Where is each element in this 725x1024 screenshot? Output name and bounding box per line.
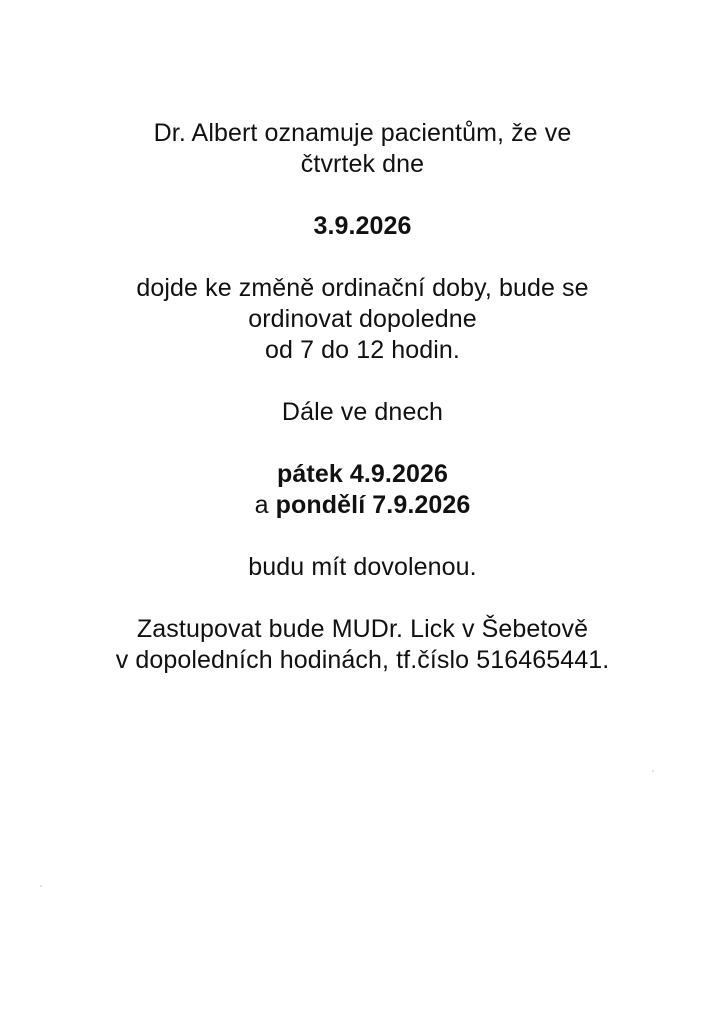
vacation-line: budu mít dovolenou.: [248, 553, 477, 581]
day-monday: pondělí 7.9.2026: [275, 491, 471, 519]
spacer: [0, 583, 725, 614]
days-paragraph: [0, 459, 725, 521]
spacer: [0, 242, 725, 273]
date-paragraph: [0, 211, 725, 242]
spacer: [0, 180, 725, 211]
intro-line-1: Dr. Albert oznamuje pacientům, že ve: [153, 119, 572, 147]
vacation-paragraph: [0, 552, 725, 583]
intro-paragraph: [0, 118, 725, 180]
day-friday: pátek 4.9.2026: [277, 460, 448, 488]
spacer: [0, 366, 725, 397]
notice-text: [0, 118, 725, 676]
change-line-1: dojde ke změně ordinační doby, bude se: [136, 274, 589, 302]
spacer: [0, 521, 725, 552]
scan-speck: [652, 770, 654, 772]
change-line-2: ordinovat dopoledne: [248, 305, 477, 333]
substitute-line-1: Zastupovat bude MUDr. Lick v Šebetově: [136, 615, 589, 643]
change-paragraph: [0, 273, 725, 366]
substitute-paragraph: [0, 614, 725, 676]
substitute-line-2: v dopoledních hodinách, tf.číslo 516465441.: [115, 646, 610, 674]
further-line: Dále ve dnech: [281, 398, 444, 426]
spacer: [0, 428, 725, 459]
change-line-3: od 7 do 12 hodin.: [265, 336, 460, 364]
intro-line-2: čtvrtek dne: [300, 150, 425, 178]
main-date: 3.9.2026: [313, 212, 412, 240]
day-connector: a: [254, 491, 276, 519]
further-paragraph: [0, 397, 725, 428]
day-monday-line: [0, 490, 725, 521]
scan-speck: [40, 885, 42, 887]
